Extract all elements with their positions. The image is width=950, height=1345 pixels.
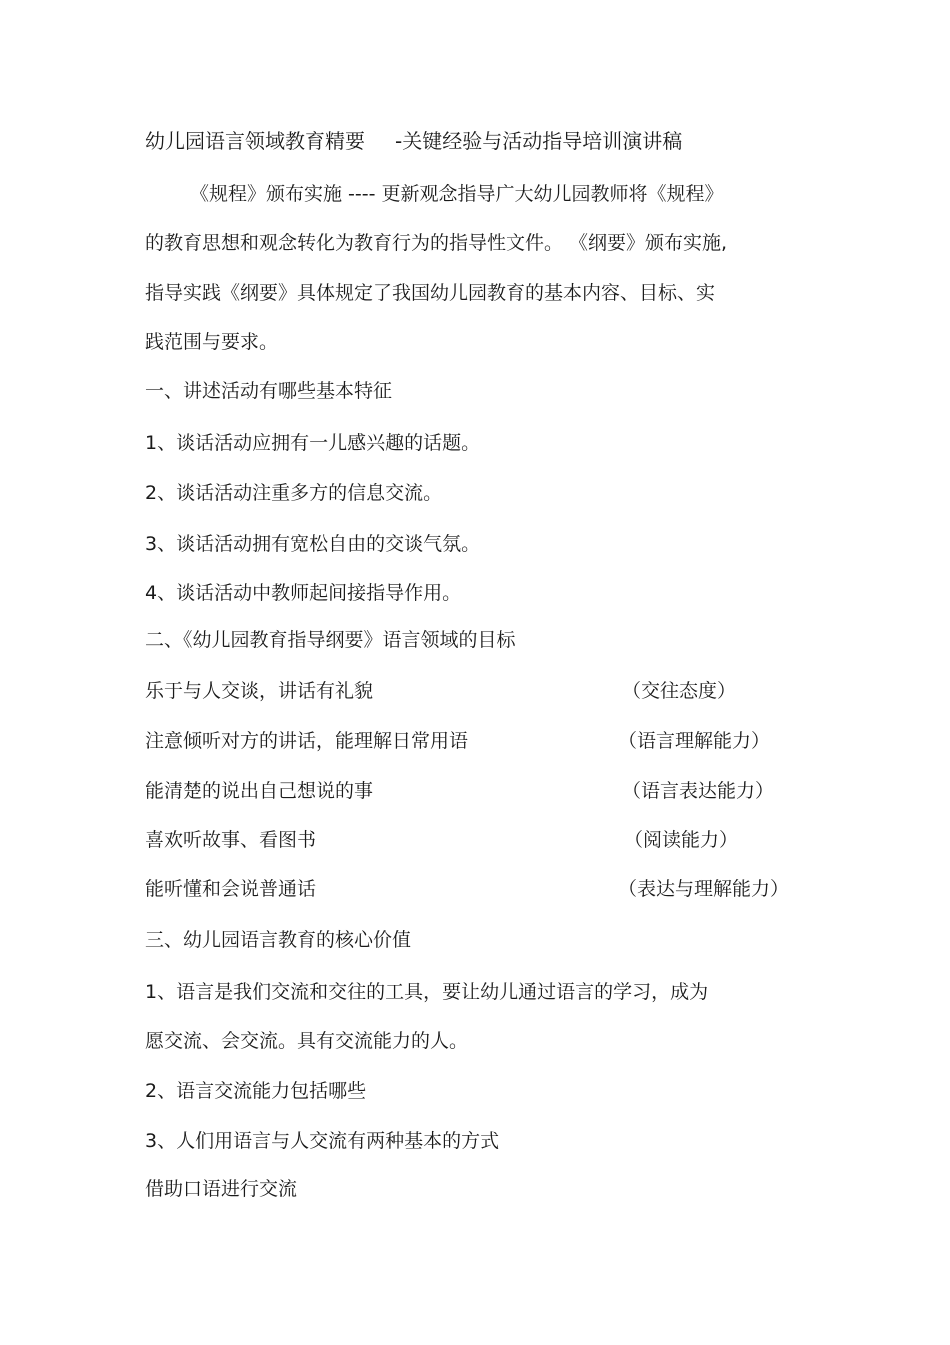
goal-text: 喜欢听故事、看图书 xyxy=(145,829,317,851)
list-item: 3、人们用语言与人交流有两种基本的方式 xyxy=(145,1130,500,1152)
list-item: 4、谈话活动中教师起间接指导作用。 xyxy=(145,582,462,604)
list-item: 3、谈话活动拥有宽松自由的交谈气氛。 xyxy=(145,533,481,555)
paragraph-line: 愿交流、会交流。具有交流能力的人。 xyxy=(145,1030,469,1052)
paragraph-line: 借助口语进行交流 xyxy=(145,1178,298,1200)
paragraph-line: 1、语言是我们交流和交往的工具，要让幼儿通过语言的学习，成为 xyxy=(145,981,709,1003)
goal-note: （表达与理解能力） xyxy=(618,878,790,900)
goal-note: （语言表达能力） xyxy=(622,780,775,802)
goal-text: 乐于与人交谈，讲话有礼貌 xyxy=(145,680,374,702)
list-item: 2、语言交流能力包括哪些 xyxy=(145,1080,367,1102)
goal-note: （语言理解能力） xyxy=(618,730,771,752)
list-item: 2、谈话活动注重多方的信息交流。 xyxy=(145,482,443,504)
section-heading: 一、讲述活动有哪些基本特征 xyxy=(145,380,393,402)
goal-text: 注意倾听对方的讲话，能理解日常用语 xyxy=(145,730,469,752)
goal-text: 能听懂和会说普通话 xyxy=(145,878,317,900)
intro-line: 践范围与要求。 xyxy=(145,331,279,353)
intro-line: 《规程》颁布实施 ---- 更新观念指导广大幼儿园教师将《规程》 xyxy=(190,183,724,205)
intro-line: 指导实践《纲要》具体规定了我国幼儿园教育的基本内容、目标、实 xyxy=(145,282,716,304)
document-title xyxy=(145,128,682,154)
title-part-1: 幼儿园语言领域教育精要 xyxy=(145,129,365,153)
title-part-2: -关键经验与活动指导培训演讲稿 xyxy=(395,129,683,153)
list-item: 1、谈话活动应拥有一儿感兴趣的话题。 xyxy=(145,432,481,454)
goal-text: 能清楚的说出自己想说的事 xyxy=(145,780,374,802)
goal-note: （交往态度） xyxy=(622,680,737,702)
section-heading: 二、《幼儿园教育指导纲要》语言领域的目标 xyxy=(145,629,516,651)
goal-note: （阅读能力） xyxy=(624,829,739,851)
section-heading: 三、幼儿园语言教育的核心价值 xyxy=(145,929,412,951)
intro-line: 的教育思想和观念转化为教育行为的指导性文件。 《纲要》颁布实施, xyxy=(145,232,728,254)
